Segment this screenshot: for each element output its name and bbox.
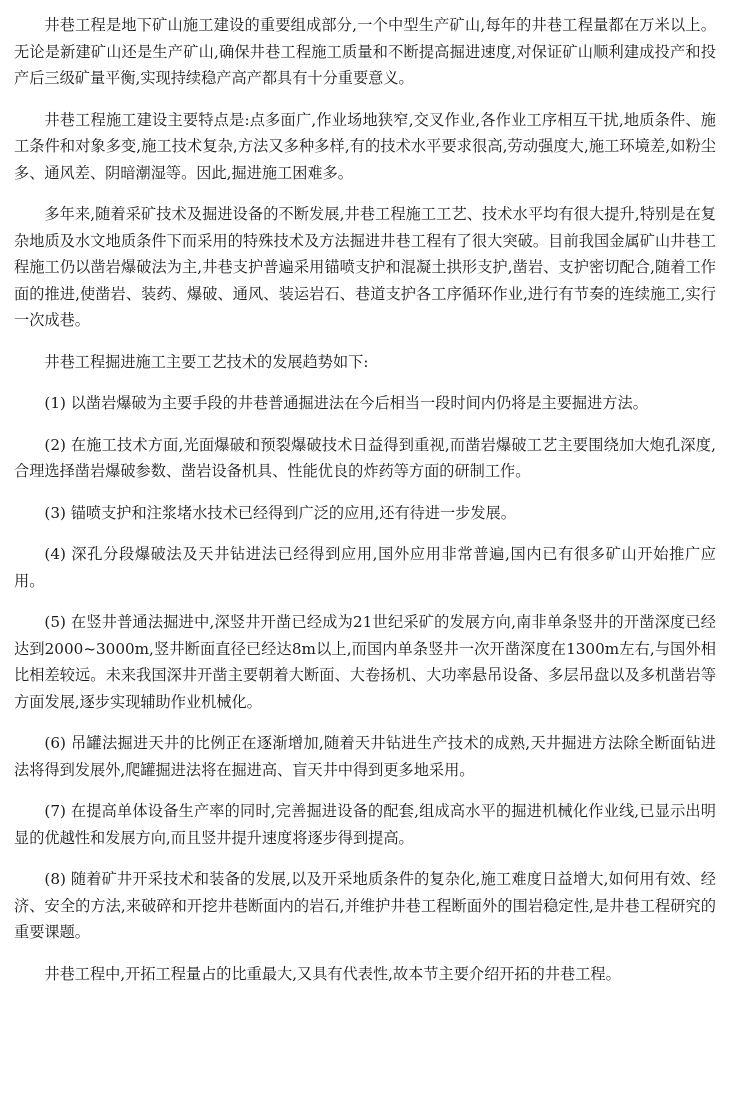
paragraph-intro: 井巷工程是地下矿山施工建设的重要组成部分,一个中型生产矿山,每年的井巷工程量都在万米以上。无论是新建矿山还是生产矿山,确保井巷工程施工质量和不断提高掘进速度,对保证矿山顺利建成投产和投产后三级矿量平衡,实现持续稳产高产都具有十分重要意义。: [14, 16, 716, 87]
document-body: [14, 12, 716, 1002]
list-item-6: (6) 吊罐法掘进天井的比例正在逐渐增加,随着天井钻进生产技术的成熟,天井掘进方法除全断面钻进法将得到发展外,爬罐掘进法将在掘进高、盲天井中得到更多地采用。: [14, 734, 716, 779]
list-item-4: (4) 深孔分段爆破法及天井钻进法已经得到应用,国外应用非常普遍,国内已有很多矿山开始推广应用。: [14, 545, 716, 590]
list-item-3: (3) 锚喷支护和注浆堵水技术已经得到广泛的应用,还有待进一步发展。: [44, 503, 516, 522]
list-item-5: (5) 在竖井普通法掘进中,深竖井开凿已经成为21世纪采矿的发展方向,南非单条竖井的开凿深度已经达到2000~3000m,竖井断面直径已经达8m以上,而国内单条竖井一次开凿深度在1300m左右,与国外相比相差较远。未来我国深井开凿主要朝着大断面、大卷扬机、大功率悬吊设备、多层吊盘以及多机凿岩等方面发展,逐步实现辅助作业机械化。: [14, 613, 716, 711]
list-item-2: (2) 在施工技术方面,光面爆破和预裂爆破技术日益得到重视,而凿岩爆破工艺主要围绕加大炮孔深度,合理选择凿岩爆破参数、凿岩设备机具、性能优良的炸药等方面的研制工作。: [14, 435, 716, 480]
paragraph-trends-heading: 井巷工程掘进施工主要工艺技术的发展趋势如下:: [44, 352, 369, 371]
paragraph-development: 多年来,随着采矿技术及掘进设备的不断发展,井巷工程施工工艺、技术水平均有很大提升,特别是在复杂地质及水文地质条件下而采用的特殊技术及方法掘进井巷工程有了很大突破。目前我国金属矿山井巷工程施工仍以凿岩爆破法为主,井巷支护普遍采用锚喷支护和混凝土拱形支护,凿岩、支护密切配合,随着工作面的推进,使凿岩、装药、爆破、通风、装运岩石、巷道支护各工序循环作业,进行有节奏的连续施工,实行一次成巷。: [14, 205, 716, 329]
paragraph-characteristics: 井巷工程施工建设主要特点是:点多面广,作业场地狭窄,交叉作业,各作业工序相互干扰,地质条件、施工条件和对象多变,施工技术复杂,方法又多种多样,有的技术水平要求很高,劳动强度大,施工环境差,如粉尘多、通风差、阴暗潮湿等。因此,掘进施工困难多。: [14, 110, 716, 182]
paragraph-conclusion: 井巷工程中,开拓工程量占的比重最大,又具有代表性,故本节主要介绍开拓的井巷工程。: [44, 964, 621, 983]
list-item-7: (7) 在提高单体设备生产率的同时,完善掘进设备的配套,组成高水平的掘进机械化作业线,已显示出明显的优越性和发展方向,而且竖井提升速度将逐步得到提高。: [14, 802, 716, 847]
list-item-8: (8) 随着矿井开采技术和装备的发展,以及开采地质条件的复杂化,施工难度日益增大,如何用有效、经济、安全的方法,来破碎和开挖井巷断面内的岩石,并维护井巷工程断面外的围岩稳定性,是井巷工程研究的重要课题。: [14, 870, 716, 941]
list-item-1: (1) 以凿岩爆破为主要手段的井巷普通掘进法在今后相当一段时间内仍将是主要掘进方法。: [44, 394, 648, 412]
